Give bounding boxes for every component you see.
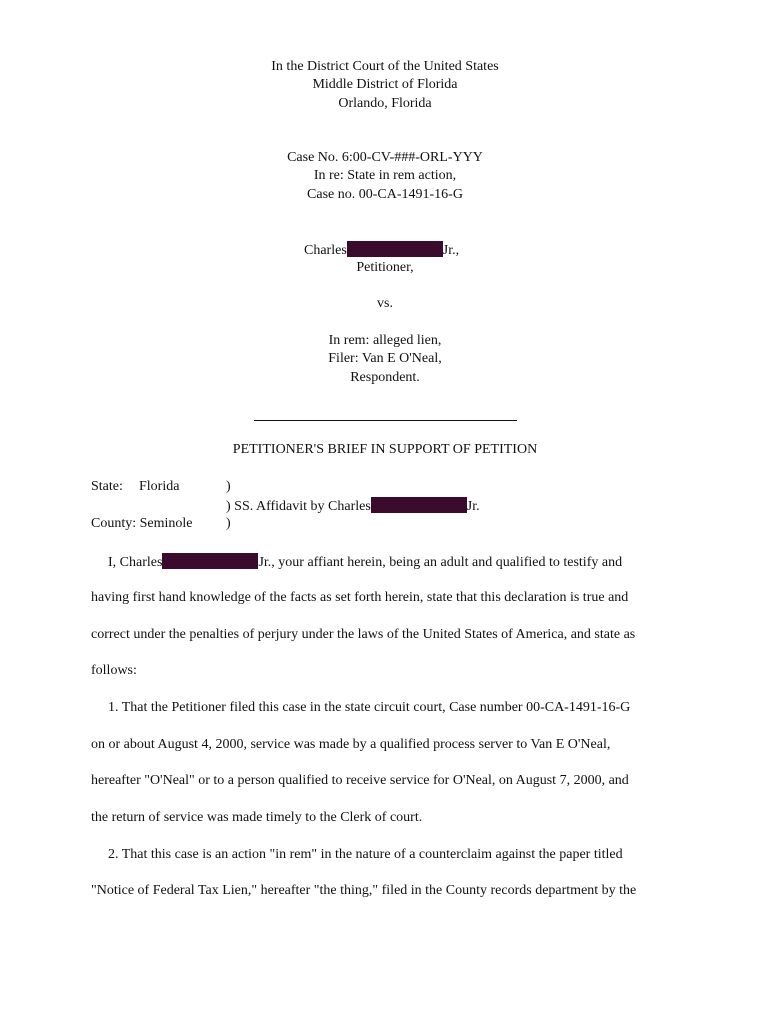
paragraph-1-line-1: 1. That the Petitioner filed this case in the state circuit court, Case number 00-CA-1491-16-G [108,700,631,715]
petitioner-name [304,241,459,259]
paragraph-1-line-4: the return of service was made timely to the Clerk of court. [91,810,423,825]
paragraph-1-line-3: hereafter "O'Neal" or to a person qualified to receive service for O'Neal, on August 7, 2000, and [91,773,629,788]
redaction-block [347,241,443,257]
affidavit-suffix: Jr. [466,499,480,514]
court-location: Orlando, Florida [338,96,432,111]
venue-paren-3: ) [226,516,231,531]
in-re-line: In re: State in rem action, [313,168,457,183]
intro-line [108,553,622,571]
brief-title: PETITIONER'S BRIEF IN SUPPORT OF PETITION [232,442,538,457]
in-rem-line: In rem: alleged lien, [328,333,442,348]
intro-prefix: I, Charles [108,555,163,570]
venue-paren-1: ) [226,479,231,494]
caption-divider [254,420,517,421]
court-district: Middle District of Florida [312,77,458,92]
petitioner-first-name: Charles [304,243,347,258]
body-line-3: correct under the penalties of perjury under the laws of the United States of America, and state as [91,627,636,642]
versus: vs. [377,296,393,311]
body-line-4: follows: [91,663,137,678]
case-number: Case No. 6:00-CV-###-ORL-YYY [287,150,483,165]
court-name: In the District Court of the United States [271,59,499,74]
petitioner-role: Petitioner, [356,260,414,275]
redaction-block [371,497,467,513]
affidavit-prefix: ) SS. Affidavit by Charles [226,499,371,514]
paragraph-1-line-2: on or about August 4, 2000, service was made by a qualified process server to Van E O'Neal, [91,737,611,752]
paragraph-2-line-2: "Notice of Federal Tax Lien," hereafter "the thing," filed in the County records department by the [91,883,637,898]
venue-state-value: Florida [139,479,180,494]
redaction-block [162,553,258,569]
intro-suffix: Jr., your affiant herein, being an adult and qualified to testify and [258,555,623,570]
respondent-role: Respondent. [350,370,420,385]
filer-line: Filer: Van E O'Neal, [328,351,442,366]
venue-state-label: State: [91,479,123,494]
venue-county: County: Seminole [91,516,193,531]
state-case-number: Case no. 00-CA-1491-16-G [307,187,463,202]
affidavit-line [226,497,480,515]
body-line-2: having first hand knowledge of the facts as set forth herein, state that this declaration is true and [91,590,629,605]
paragraph-2-line-1: 2. That this case is an action "in rem" in the nature of a counterclaim against the paper titled [108,847,623,862]
petitioner-suffix: Jr., [442,243,460,258]
